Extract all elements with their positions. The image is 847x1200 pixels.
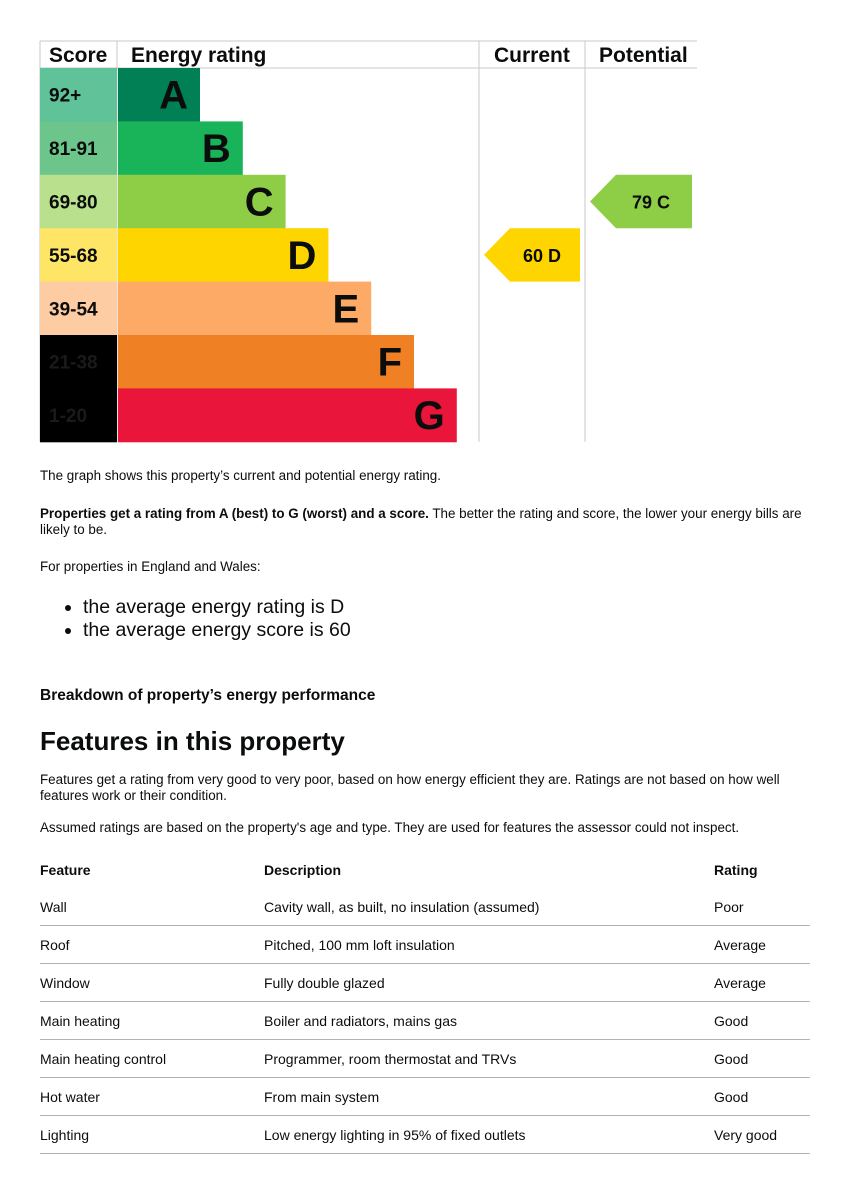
- rating-bands: [40, 68, 457, 442]
- description-cell: From main system: [264, 1078, 714, 1116]
- feature-cell: Window: [40, 964, 264, 1002]
- band-letter-c: C: [244, 180, 274, 225]
- energy-rating-column-header: Energy rating: [131, 44, 267, 67]
- band-letter-e: E: [332, 287, 360, 332]
- band-bar-f: [118, 335, 414, 389]
- description-cell: Pitched, 100 mm loft insulation: [264, 926, 714, 964]
- band-letter-d: D: [287, 233, 317, 278]
- feature-cell: Roof: [40, 926, 264, 964]
- table-row: [40, 964, 810, 1002]
- feature-cell: Hot water: [40, 1078, 264, 1116]
- description-header: Description: [264, 862, 342, 878]
- score-range-a: 92+: [49, 85, 82, 107]
- average-list: [40, 596, 351, 642]
- feature-cell: Lighting: [40, 1116, 264, 1154]
- rating-cell: Average: [714, 964, 810, 1002]
- score-range-f: 21-38: [49, 352, 98, 374]
- table-row: [40, 1002, 810, 1040]
- feature-cell: Main heating: [40, 1002, 264, 1040]
- description-cell: Low energy lighting in 95% of fixed outlets: [264, 1116, 714, 1154]
- chart-headers: [49, 44, 688, 67]
- score-range-d: 55-68: [49, 245, 98, 267]
- rating-cell: Good: [714, 1078, 810, 1116]
- score-range-g: 1-20: [49, 406, 88, 428]
- table-header-row: [40, 852, 810, 888]
- table-row: [40, 1116, 810, 1154]
- band-letter-f: F: [377, 340, 402, 385]
- score-range-b: 81-91: [49, 139, 98, 161]
- band-bar-g: [118, 388, 457, 442]
- rating-header: Rating: [714, 862, 758, 878]
- rating-markers: [484, 175, 692, 282]
- current-marker-label: 60 D: [522, 245, 562, 266]
- description-cell: Cavity wall, as built, no insulation (assumed): [264, 888, 714, 926]
- current-column-header: Current: [494, 44, 570, 67]
- table-row: [40, 926, 810, 964]
- band-letter-b: B: [201, 127, 231, 172]
- score-range-c: 69-80: [49, 192, 98, 214]
- average-rating-item: • the average energy rating is D: [83, 596, 351, 619]
- rating-cell: Poor: [714, 888, 810, 926]
- rating-info-rest: The better the rating and score, the lower your energy bills are likely to be.: [40, 506, 802, 537]
- rating-info-bold: Properties get a rating from A (best) to G (worst) and a score.: [40, 506, 429, 521]
- region-text: For properties in England and Wales:: [40, 559, 261, 574]
- assumed-ratings-text: Assumed ratings are based on the property's age and type. They are used for features the assessor could not inspect.: [40, 820, 740, 835]
- rating-cell: Very good: [714, 1116, 810, 1154]
- feature-cell: Main heating control: [40, 1040, 264, 1078]
- feature-header: Feature: [40, 862, 91, 878]
- features-table: [40, 852, 810, 1154]
- score-column-header: Score: [49, 44, 108, 67]
- band-letter-a: A: [159, 73, 188, 118]
- features-title: Features in this property: [40, 726, 345, 756]
- intro-text: The graph shows this property’s current and potential energy rating.: [40, 468, 441, 483]
- average-score-item: • the average energy score is 60: [83, 619, 351, 642]
- rating-cell: Good: [714, 1002, 810, 1040]
- rating-info-text: [40, 506, 812, 538]
- features-intro: Features get a rating from very good to very poor, based on how energy efficient they are. Ratings are not based on how well features work or their condition.: [40, 772, 780, 803]
- energy-rating-chart: [0, 0, 847, 450]
- rating-cell: Good: [714, 1040, 810, 1078]
- description-cell: Fully double glazed: [264, 964, 714, 1002]
- band-letter-g: G: [413, 394, 445, 439]
- feature-cell: Wall: [40, 888, 264, 926]
- table-row: [40, 1078, 810, 1116]
- breakdown-heading: Breakdown of property’s energy performance: [40, 687, 376, 704]
- description-cell: Boiler and radiators, mains gas: [264, 1002, 714, 1040]
- rating-cell: Average: [714, 926, 810, 964]
- potential-marker-label: 79 C: [631, 192, 671, 213]
- table-row: [40, 1040, 810, 1078]
- table-row: [40, 888, 810, 926]
- score-range-e: 39-54: [49, 299, 98, 321]
- potential-column-header: Potential: [599, 44, 688, 67]
- description-cell: Programmer, room thermostat and TRVs: [264, 1040, 714, 1078]
